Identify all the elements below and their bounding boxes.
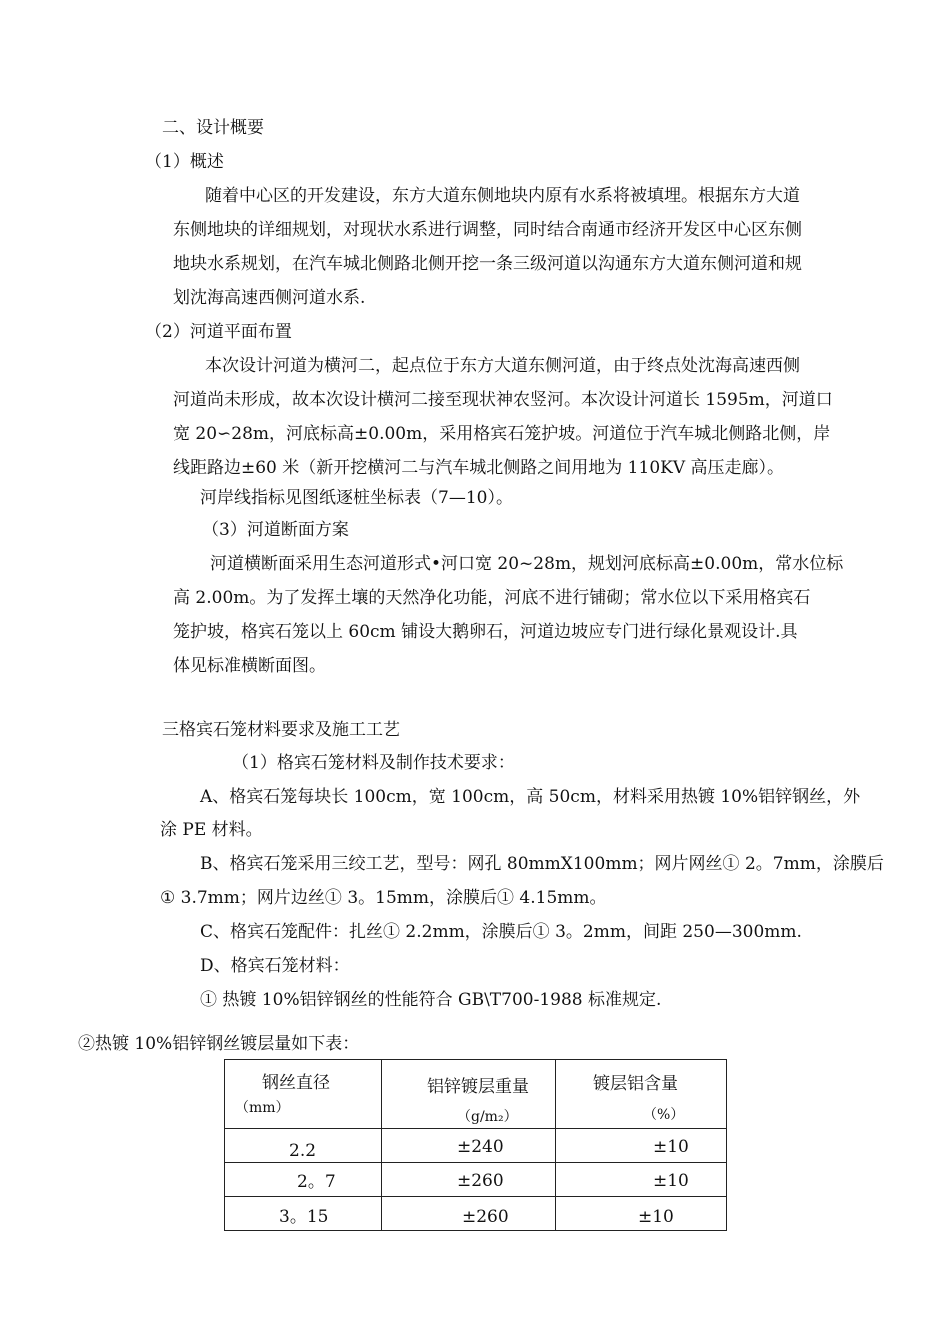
subsection-1-title: （1）概述 — [145, 152, 224, 172]
table-header-1-line-2: （mm） — [235, 1100, 290, 1116]
table-cell: 2。7 — [297, 1172, 336, 1192]
subsection-2-title: （2）河道平面布置 — [145, 322, 292, 342]
paragraph-4-line: 高 2.00m。为了发挥土壤的天然净化功能，河底不进行铺砌；常水位以下采用格宾石 — [173, 588, 811, 608]
paragraph-1-line: 划沈海高速西侧河道水系. — [173, 288, 366, 308]
item-a-line: A、格宾石笼每块长 100cm，宽 100cm，高 50cm，材料采用热镀 10%铝锌钢丝，外 — [200, 787, 861, 807]
paragraph-1-line: 东侧地块的详细规划，对现状水系进行调整，同时结合南通市经济开发区中心区东侧 — [173, 220, 802, 240]
subsection-3-title: （3）河道断面方案 — [202, 520, 349, 540]
paragraph-4-line: 河道横断面采用生态河道形式•河口宽 20~28m，规划河底标高±0.00m，常水位标 — [210, 554, 844, 574]
table-cell: ±10 — [653, 1137, 689, 1157]
paragraph-1-line: 地块水系规划，在汽车城北侧路北侧开挖一条三级河道以沟通东方大道东侧河道和规 — [173, 254, 802, 274]
table-header-3-line-1: 镀层铝含量 — [593, 1074, 678, 1094]
paragraph-2-line: 河道尚未形成，故本次设计横河二接至现状神农竖河。本次设计河道长 1595m，河道口 — [173, 390, 833, 410]
table-cell: ±10 — [653, 1171, 689, 1191]
table-header-1-line-1: 钢丝直径 — [262, 1073, 330, 1093]
table-cell: 2.2 — [289, 1141, 317, 1161]
table-header-2-line-2: （g/m₂） — [457, 1109, 518, 1125]
table-cell: ±260 — [462, 1207, 509, 1227]
table-cell: 3。15 — [279, 1207, 329, 1227]
section-3-title: 三格宾石笼材料要求及施工工艺 — [162, 720, 400, 740]
table-cell: ±240 — [457, 1137, 504, 1157]
paragraph-1-line: 随着中心区的开发建设，东方大道东侧地块内原有水系将被填埋。根据东方大道 — [205, 186, 800, 206]
item-c: C、格宾石笼配件：扎丝① 2.2mm，涂膜后① 3。2mm，间距 250—300mm. — [200, 922, 802, 942]
section-3-subsection-1-title: （1）格宾石笼材料及制作技术要求： — [232, 753, 515, 773]
section-2-title: 二、设计概要 — [162, 118, 264, 138]
table-divider — [381, 1060, 382, 1230]
paragraph-2-line: 宽 20∽28m，河底标高±0.00m，采用格宾石笼护坡。河道位于汽车城北侧路北侧，岸 — [173, 424, 831, 444]
table-divider — [555, 1060, 556, 1230]
paragraph-4-line: 体见标准横断面图。 — [173, 656, 326, 676]
coating-table — [224, 1059, 727, 1231]
table-cell: ±260 — [457, 1171, 504, 1191]
table-divider — [225, 1162, 726, 1163]
item-d-1: ① 热镀 10%铝锌钢丝的性能符合 GB\T700-1988 标准规定. — [200, 990, 662, 1010]
table-header-3-line-2: （%） — [643, 1107, 685, 1123]
table-caption: ②热镀 10%铝锌钢丝镀层量如下表： — [78, 1034, 360, 1054]
paragraph-3: 河岸线指标见图纸逐桩坐标表（7—10）。 — [200, 488, 513, 508]
item-b-line: ① 3.7mm；网片边丝① 3。15mm，涂膜后① 4.15mm。 — [160, 888, 607, 908]
table-divider — [225, 1128, 726, 1129]
table-divider — [225, 1196, 726, 1197]
item-a-line: 涂 PE 材料。 — [160, 820, 263, 840]
item-d: D、格宾石笼材料： — [200, 956, 350, 976]
paragraph-2-line: 线距路边±60 米（新开挖横河二与汽车城北侧路之间用地为 110KV 高压走廊）。 — [173, 458, 785, 478]
paragraph-4-line: 笼护坡，格宾石笼以上 60cm 铺设大鹅卵石，河道边坡应专门进行绿化景观设计.具 — [173, 622, 798, 642]
table-header-2-line-1: 铝锌镀层重量 — [427, 1077, 529, 1097]
paragraph-2-line: 本次设计河道为横河二，起点位于东方大道东侧河道，由于终点处沈海高速西侧 — [205, 356, 800, 376]
table-cell: ±10 — [638, 1207, 674, 1227]
item-b-line: B、格宾石笼采用三绞工艺，型号：网孔 80mmX100mm；网片网丝① 2。7mm，涂膜后 — [200, 854, 884, 874]
